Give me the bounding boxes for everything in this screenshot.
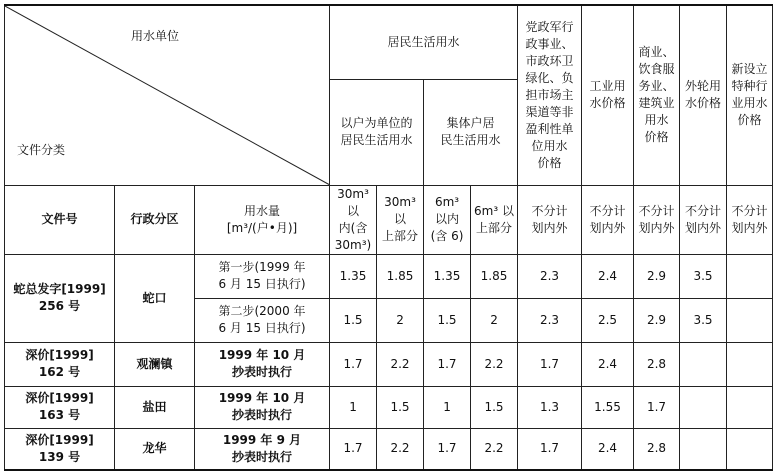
corner-bottom-label: 文件分类	[17, 142, 66, 157]
price-cell: 2.2	[377, 342, 424, 386]
foreign-ship-header: 外轮用 水价格	[680, 5, 727, 185]
collective-header: 集体户居 民生活用水	[424, 79, 518, 185]
period-cell: 1999 年 10 月 抄表时执行	[195, 386, 330, 428]
collective-within-header: 6m³ 以内 (含 6)	[424, 185, 471, 254]
volume-header: 用水量 [m³/(户•月)]	[195, 185, 330, 254]
table-row	[5, 386, 773, 428]
price-cell	[680, 342, 727, 386]
price-cell: 1.7	[330, 342, 377, 386]
price-cell: 2.2	[471, 342, 518, 386]
price-cell: 1.7	[424, 428, 471, 470]
special-header: 新设立 特种行 业用水 价格	[727, 5, 773, 185]
household-above-header: 30m³ 以 上部分	[377, 185, 424, 254]
period-cell: 第一步(1999 年 6 月 15 日执行)	[195, 254, 330, 298]
doc-no-cell: 深价[1999] 139 号	[5, 428, 115, 470]
price-cell: 1.5	[471, 386, 518, 428]
price-cell: 2.2	[377, 428, 424, 470]
price-cell: 1.5	[424, 298, 471, 342]
price-cell: 1.85	[377, 254, 424, 298]
price-cell: 2.8	[634, 342, 680, 386]
doc-no-header: 文件号	[5, 185, 115, 254]
district-cell: 观澜镇	[115, 342, 195, 386]
household-within-header: 30m³ 以 内(含 30m³)	[330, 185, 377, 254]
price-cell: 2.4	[582, 254, 634, 298]
price-cell: 1.85	[471, 254, 518, 298]
price-cell: 2.3	[518, 298, 582, 342]
price-cell: 1.7	[330, 428, 377, 470]
doc-no-cell: 深价[1999] 163 号	[5, 386, 115, 428]
price-cell: 1.35	[330, 254, 377, 298]
price-cell	[727, 386, 773, 428]
price-cell: 1.7	[424, 342, 471, 386]
table-row	[5, 428, 773, 470]
doc-no-cell: 蛇总发字[1999] 256 号	[5, 254, 115, 342]
price-cell: 2.8	[634, 428, 680, 470]
price-cell: 2.2	[471, 428, 518, 470]
price-cell: 1	[424, 386, 471, 428]
price-cell: 1.55	[582, 386, 634, 428]
period-cell: 1999 年 10 月 抄表时执行	[195, 342, 330, 386]
price-cell: 1.3	[518, 386, 582, 428]
district-cell: 龙华	[115, 428, 195, 470]
price-cell: 2.4	[582, 428, 634, 470]
household-header: 以户为单位的 居民生活用水	[330, 79, 424, 185]
price-cell: 1.5	[330, 298, 377, 342]
price-cell: 2.5	[582, 298, 634, 342]
corner-top-label: 用水单位	[131, 29, 180, 43]
price-cell	[727, 342, 773, 386]
price-cell: 3.5	[680, 254, 727, 298]
price-cell: 1.35	[424, 254, 471, 298]
price-cell	[727, 254, 773, 298]
nosplit-header: 不分计 划内外	[634, 185, 680, 254]
period-cell: 1999 年 9 月 抄表时执行	[195, 428, 330, 470]
district-cell: 盐田	[115, 386, 195, 428]
nosplit-header: 不分计 划内外	[582, 185, 634, 254]
price-cell: 2.9	[634, 298, 680, 342]
table-row	[5, 342, 773, 386]
district-cell: 蛇口	[115, 254, 195, 342]
nosplit-header: 不分计 划内外	[727, 185, 773, 254]
price-cell: 2.9	[634, 254, 680, 298]
period-cell: 第二步(2000 年 6 月 15 日执行)	[195, 298, 330, 342]
price-cell: 3.5	[680, 298, 727, 342]
collective-above-header: 6m³ 以 上部分	[471, 185, 518, 254]
price-cell: 1.7	[518, 428, 582, 470]
industrial-header: 工业用 水价格	[582, 5, 634, 185]
nosplit-header: 不分计 划内外	[680, 185, 727, 254]
price-cell	[727, 428, 773, 470]
corner-cell	[5, 5, 330, 185]
price-cell	[680, 428, 727, 470]
price-cell	[680, 386, 727, 428]
price-cell: 1.5	[377, 386, 424, 428]
district-header: 行政分区	[115, 185, 195, 254]
price-cell: 2	[377, 298, 424, 342]
price-cell: 2	[471, 298, 518, 342]
water-price-table	[4, 4, 773, 471]
price-cell: 1	[330, 386, 377, 428]
commerce-header: 商业、 饮食服 务业、 建筑业 用水 价格	[634, 5, 680, 185]
price-cell	[727, 298, 773, 342]
header-row-1	[5, 5, 773, 79]
doc-no-cell: 深价[1999] 162 号	[5, 342, 115, 386]
price-cell: 2.3	[518, 254, 582, 298]
table-row	[5, 254, 773, 298]
price-cell: 2.4	[582, 342, 634, 386]
residential-header: 居民生活用水	[330, 5, 518, 79]
party-gov-header: 党政军行 政事业、 市政环卫 绿化、负 担市场主 渠道等非 盈利性单 位用水 价格	[518, 5, 582, 185]
price-cell: 1.7	[518, 342, 582, 386]
price-cell: 1.7	[634, 386, 680, 428]
nosplit-header: 不分计 划内外	[518, 185, 582, 254]
subheader-row	[5, 185, 773, 254]
